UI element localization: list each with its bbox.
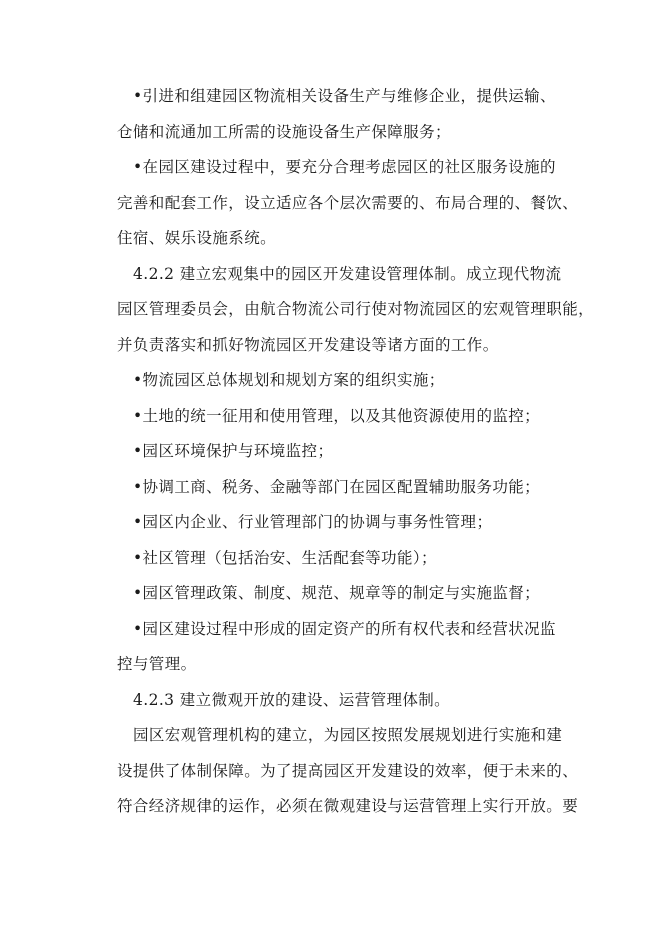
section-4-2-3: 4.2.3 建立微观开放的建设、运营管理体制。 — [133, 691, 451, 709]
list-item: •园区管理政策、制度、规范、规章等的制定与实施监督； — [133, 584, 541, 602]
list-item: •土地的统一征用和使用管理，以及其他资源使用的监控； — [133, 407, 541, 425]
list-item: •园区环境保护与环境监控； — [133, 442, 334, 460]
list-item: •园区内企业、行业管理部门的协调与事务性管理； — [133, 513, 493, 531]
section-4-2-2: 4.2.2 建立宏观集中的园区开发建设管理体制。成立现代物流 — [133, 265, 562, 283]
bullet-line-1-cont: 仓储和流通加工所需的设施设备生产保障服务； — [117, 123, 451, 141]
list-item: •园区建设过程中形成的固定资产的所有权代表和经营状况监 — [133, 620, 556, 638]
paragraph-line: 园区宏观管理机构的建立，为园区按照发展规划进行实施和建 — [133, 726, 563, 744]
paragraph-line: 并负责落实和抓好物流园区开发建设等诸方面的工作。 — [117, 336, 499, 354]
paragraph-line: 符合经济规律的运作，必须在微观建设与运营管理上实行开放。要 — [117, 797, 579, 815]
bullet-line-2-cont-2: 住宿、娱乐设施系统。 — [117, 229, 277, 247]
paragraph-line: 园区管理委员会，由航合物流公司行使对物流园区的宏观管理职能， — [117, 300, 595, 318]
list-item: •社区管理（包括治安、生活配套等功能）； — [133, 549, 437, 567]
paragraph-line: 设提供了体制保障。为了提高园区开发建设的效率，便于未来的、 — [117, 762, 579, 780]
bullet-line-2-cont: 完善和配套工作，设立适应各个层次需要的、布局合理的、餐饮、 — [117, 194, 579, 212]
list-item-cont: 控与管理。 — [117, 655, 197, 673]
list-item: •协调工商、税务、金融等部门在园区配置辅助服务功能； — [133, 478, 541, 496]
bullet-line-2: •在园区建设过程中，要充分合理考虑园区的社区服务设施的 — [133, 158, 556, 176]
bullet-line-1: •引进和组建园区物流相关设备生产与维修企业，提供运输、 — [133, 87, 556, 105]
list-item: •物流园区总体规划和规划方案的组织实施； — [133, 371, 445, 389]
